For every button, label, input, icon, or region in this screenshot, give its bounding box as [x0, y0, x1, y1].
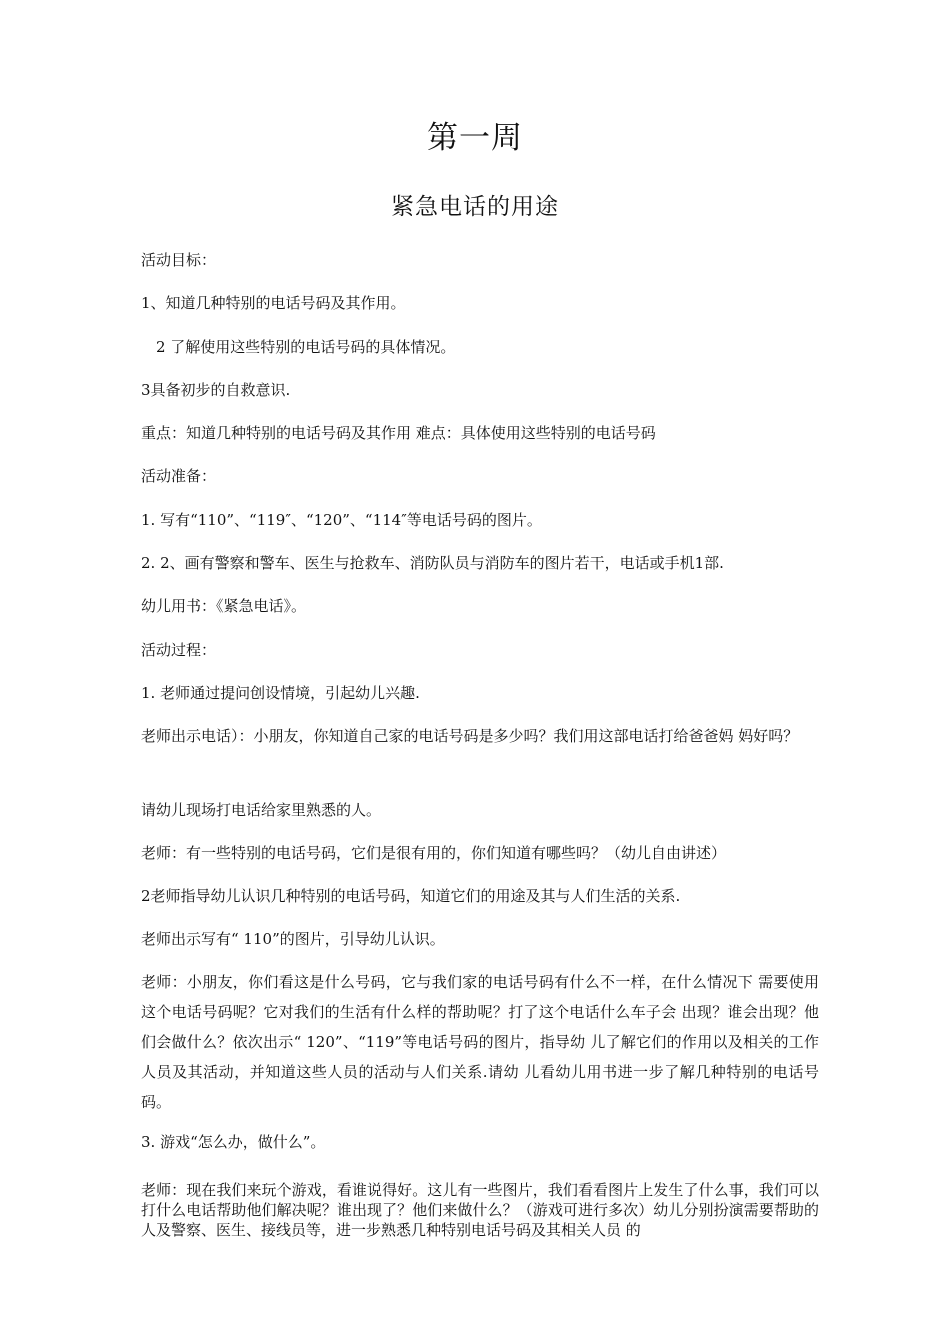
- document-subtitle: 紧急电话的用途: [391, 194, 559, 220]
- paragraph-goal-1: 1、知道几种特别的电话号码及其作用。: [141, 294, 406, 312]
- paragraph-prep-1: 1. 写有“110”、“119″、“120”、“114″等电话号码的图片。: [141, 511, 542, 529]
- paragraph-step-1: 1. 老师通过提问创设情境，引起幼儿兴趣.: [141, 684, 420, 702]
- paragraph-call-home: 请幼儿现场打电话给家里熟悉的人。: [141, 801, 382, 819]
- paragraph-key-points: 重点：知道几种特别的电话号码及其作用 难点：具体使用这些特别的电话号码: [141, 424, 656, 442]
- paragraph-goal-2: 2 了解使用这些特别的电话号码的具体情况。: [141, 338, 456, 356]
- paragraph-prep-heading: 活动准备：: [141, 467, 217, 485]
- paragraph-goal-3: 3具备初步的自救意识.: [141, 381, 291, 399]
- paragraph-goals-heading: 活动目标：: [141, 251, 217, 269]
- paragraph-teacher-phone: 老师出示电话）：小朋友，你知道自己家的电话号码是多少吗？我们用这部电话打给爸爸妈 妈好吗？: [141, 727, 799, 745]
- paragraph-prep-2: 2. 2、画有警察和警车、医生与抢救车、消防队员与消防车的图片若干，电话或手机1部.: [141, 554, 724, 572]
- paragraph-book: 幼儿用书：《紧急电话》。: [141, 597, 307, 615]
- paragraph-special-numbers: 老师：有一些特别的电话号码，它们是很有用的，你们知道有哪些吗？（幼儿自由讲述）: [141, 844, 727, 862]
- paragraph-game: 老师：现在我们来玩个游戏，看谁说得好。这儿有一些图片，我们看看图片上发生了什么事，我们可以打什么电话帮助他们解决呢？谁出现了？他们来做什么？（游戏可进行多次）幼儿分别扮演需要帮助的人及警察、医生、接线员等，进一步熟悉几种特别电话号码及其相关人员 的: [141, 1181, 819, 1239]
- paragraph-process-heading: 活动过程：: [141, 641, 217, 659]
- paragraph-step-2: 2老师指导幼儿认识几种特别的电话号码，知道它们的用途及其与人们生活的关系.: [141, 887, 681, 905]
- paragraph-step-3: 3. 游戏“怎么办，做什么”。: [141, 1133, 326, 1151]
- paragraph-show-110: 老师出示写有“ 110”的图片，引导幼儿认识。: [141, 930, 445, 948]
- paragraph-teacher-discussion: 老师：小朋友，你们看这是什么号码，它与我们家的电话号码有什么不一样，在什么情况下 需要使用这个电话号码呢？它对我们的生活有什么样的帮助呢？打了这个电话什么车子会 出现？谁会出现？他们会做什么？依次出示“ 120”、“119”等电话号码的图片，指导幼 儿了解它们的作用以及相关的工作人员及其活动，并知道这些人员的活动与人们关系.请幼 儿看幼儿用书进一步了解几种特别的电话号码。: [141, 973, 819, 1111]
- document-title: 第一周: [427, 120, 523, 156]
